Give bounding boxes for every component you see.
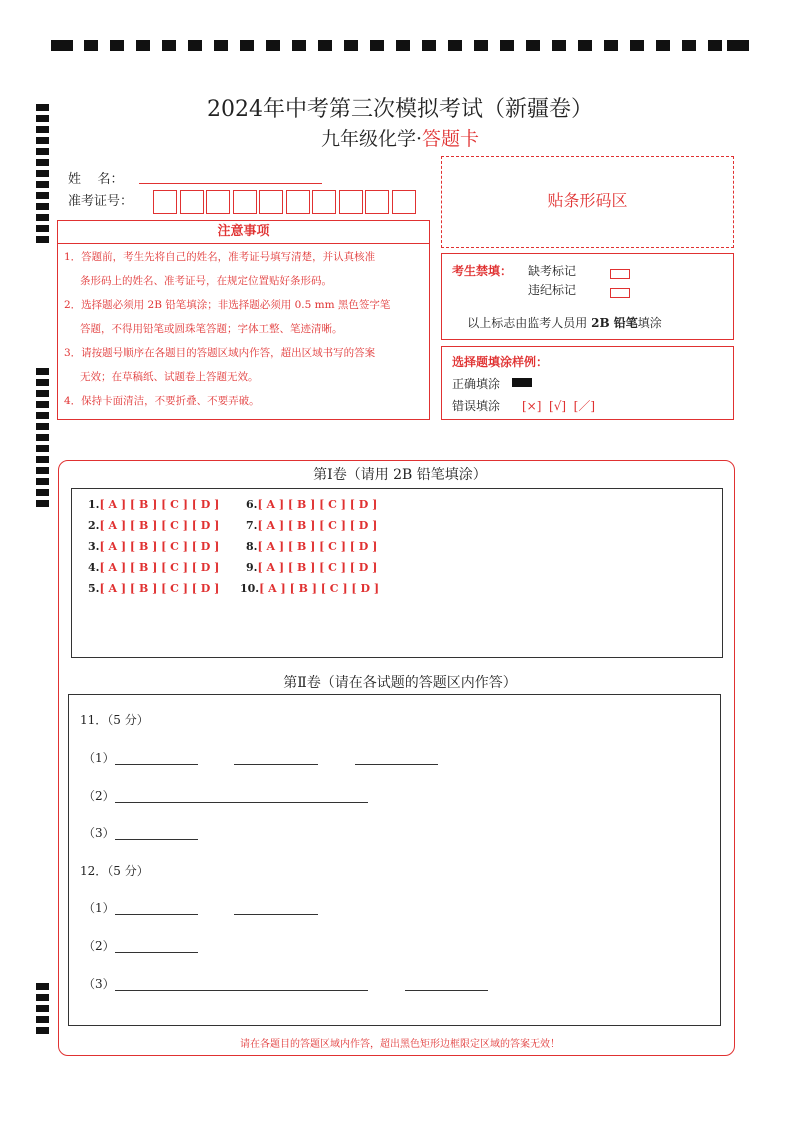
choice-options[interactable]: [ A ] [ B ] [ C ] [ D ] [99,498,220,511]
id-digit-box[interactable] [153,190,177,214]
timing-mark [578,40,592,51]
timing-mark [36,423,49,430]
section1-title: 第Ⅰ卷（请用 2B 铅笔填涂） [313,467,487,483]
forbid-label: 考生禁填： [452,264,513,278]
timing-mark [36,214,49,221]
notice-line: 4．保持卡面清洁，不要折叠、不要弄破。 [64,395,260,407]
choice-options[interactable]: [ A ] [ B ] [ C ] [ D ] [257,540,378,553]
timing-mark [162,40,176,51]
q11-part3-label: （3） [83,826,115,840]
answer-line[interactable] [355,764,438,765]
timing-mark [84,40,98,51]
q11-part2-label: （2） [83,789,115,803]
notice-box [57,220,430,420]
id-digit-box[interactable] [286,190,310,214]
answer-line[interactable] [115,990,368,991]
timing-mark [266,40,280,51]
timing-mark [630,40,644,51]
answer-line[interactable] [115,914,198,915]
timing-mark [552,40,566,51]
id-digit-box[interactable] [206,190,230,214]
choice-row[interactable] [246,498,377,511]
forbid-note-bold: 2B 铅笔 [591,316,638,330]
q11-part1-label: （1） [83,751,115,765]
question-11-label: 11．（5 分） [80,713,149,727]
question-number: 1. [88,498,100,511]
timing-mark [526,40,540,51]
choice-options[interactable]: [ A ] [ B ] [ C ] [ D ] [259,582,380,595]
notice-line: 无效；在草稿纸、试题卷上答题无效。 [80,371,259,383]
timing-mark [604,40,618,51]
choice-row[interactable] [88,498,219,511]
q12-part1-label: （1） [83,901,115,915]
choice-options[interactable]: [ A ] [ B ] [ C ] [ D ] [99,582,220,595]
page-subtitle [0,124,800,151]
subtitle-answer-card: 答题卡 [422,128,480,150]
question-number: 9. [246,561,258,574]
timing-mark [727,40,749,51]
notice-heading: 注意事项 [58,221,429,244]
timing-mark [36,500,49,507]
choice-row[interactable] [88,519,219,532]
timing-mark [36,236,49,243]
choice-options[interactable]: [ A ] [ B ] [ C ] [ D ] [99,540,220,553]
answer-line[interactable] [115,952,198,953]
timing-mark [240,40,254,51]
id-digit-box[interactable] [180,190,204,214]
timing-mark [36,192,49,199]
question-number: 5. [88,582,100,595]
violation-mark-label: 违纪标记 [528,283,577,297]
notice-line: 1．答题前，考生先将自己的姓名，准考证号填写清楚，并认真核准 [64,251,376,263]
forbid-note-suffix: 填涂 [637,316,662,330]
choice-options[interactable]: [ A ] [ B ] [ C ] [ D ] [99,561,220,574]
wrong-fill-label: 错误填涂 [452,399,501,413]
question-number: 6. [246,498,258,511]
id-digit-box[interactable] [339,190,363,214]
question-number: 3. [88,540,100,553]
page-title: 2024年中考第三次模拟考试（新疆卷） [207,97,593,122]
timing-mark [36,170,49,177]
timing-mark [36,983,49,990]
name-field[interactable] [139,183,322,184]
choice-row[interactable] [246,519,377,532]
timing-mark [292,40,306,51]
question-number: 4. [88,561,100,574]
question-12-label: 12．（5 分） [80,864,149,878]
q12-part2-label: （2） [83,939,115,953]
answer-line[interactable] [115,764,198,765]
timing-mark [36,368,49,375]
id-digit-box[interactable] [312,190,336,214]
violation-mark-box[interactable] [610,282,630,301]
id-digit-box[interactable] [365,190,389,214]
choice-row[interactable] [88,540,219,553]
footer-warning: 请在各题目的答题区域内作答，超出黑色矩形边框限定区域的答案无效！ [240,1039,560,1050]
timing-mark [708,40,722,51]
absent-mark-label: 缺考标记 [528,264,577,278]
choice-row[interactable] [246,540,377,553]
question-number: 2. [88,519,100,532]
answer-line[interactable] [405,990,488,991]
q12-part3-label: （3） [83,977,115,991]
answer-line[interactable] [234,764,318,765]
barcode-area[interactable]: 贴条形码区 [441,156,734,248]
timing-mark [188,40,202,51]
timing-mark [36,445,49,452]
notice-line: 2．选择题必须用 2B 铅笔填涂；非选择题必须用 0.5 mm 黑色签字笔 [64,299,391,311]
timing-mark [36,1016,49,1023]
id-digit-box[interactable] [233,190,257,214]
wrong-fill-marks: [×] [√] [／] [522,399,596,413]
choice-options[interactable]: [ A ] [ B ] [ C ] [ D ] [257,561,378,574]
id-digit-box[interactable] [259,190,283,214]
choice-options[interactable]: [ A ] [ B ] [ C ] [ D ] [257,519,378,532]
timing-mark [370,40,384,51]
choice-row[interactable] [240,582,379,595]
timing-mark [36,181,49,188]
timing-mark [36,203,49,210]
answer-line[interactable] [234,914,318,915]
timing-mark [474,40,488,51]
timing-mark [36,1027,49,1034]
choice-options[interactable]: [ A ] [ B ] [ C ] [ D ] [99,519,220,532]
name-label: 姓 名： [68,172,124,187]
question-number: 8. [246,540,258,553]
id-digit-box[interactable] [392,190,416,214]
timing-mark [36,412,49,419]
correct-fill-mark [512,378,532,387]
choice-row[interactable] [246,561,377,574]
timing-mark [36,390,49,397]
question-number: 7. [246,519,258,532]
section2-title: 第Ⅱ卷（请在各试题的答题区内作答） [283,675,517,691]
timing-mark [36,1005,49,1012]
written-answer-box [68,694,721,1026]
sample-title: 选择题填涂样例： [452,355,549,369]
timing-mark [36,159,49,166]
answer-line[interactable] [115,839,198,840]
timing-mark [36,379,49,386]
question-number: 10. [240,582,260,595]
absent-mark-box[interactable] [610,263,630,282]
notice-line: 条形码上的姓名、准考证号，在规定位置贴好条形码。 [80,275,332,287]
correct-fill-label: 正确填涂 [452,377,501,391]
subtitle-main: 九年级化学· [320,128,423,150]
choice-options[interactable]: [ A ] [ B ] [ C ] [ D ] [257,498,378,511]
answer-line[interactable] [115,802,368,803]
notice-line: 3．请按题号顺序在各题目的答题区域内作答，超出区域书写的答案 [64,347,376,359]
timing-mark [318,40,332,51]
timing-mark [36,489,49,496]
notice-line: 答题，不得用铅笔或圆珠笔答题；字体工整、笔迹清晰。 [80,323,343,335]
timing-mark [36,994,49,1001]
timing-mark [36,434,49,441]
choice-row[interactable] [88,561,219,574]
timing-mark [344,40,358,51]
timing-mark [682,40,696,51]
examiner-only-box [441,253,734,340]
timing-mark [656,40,670,51]
fill-sample-box [441,346,734,420]
forbid-note [452,300,662,345]
id-label: 准考证号： [68,194,134,209]
choice-row[interactable] [88,582,219,595]
forbid-note-prefix: 以上标志由监考人员用 [467,316,592,330]
timing-mark [110,40,124,51]
timing-mark [422,40,436,51]
timing-mark [36,456,49,463]
timing-mark [500,40,514,51]
timing-mark [214,40,228,51]
timing-mark [136,40,150,51]
timing-mark [51,40,73,51]
timing-mark [396,40,410,51]
timing-mark [36,225,49,232]
timing-mark [448,40,462,51]
timing-mark [36,401,49,408]
